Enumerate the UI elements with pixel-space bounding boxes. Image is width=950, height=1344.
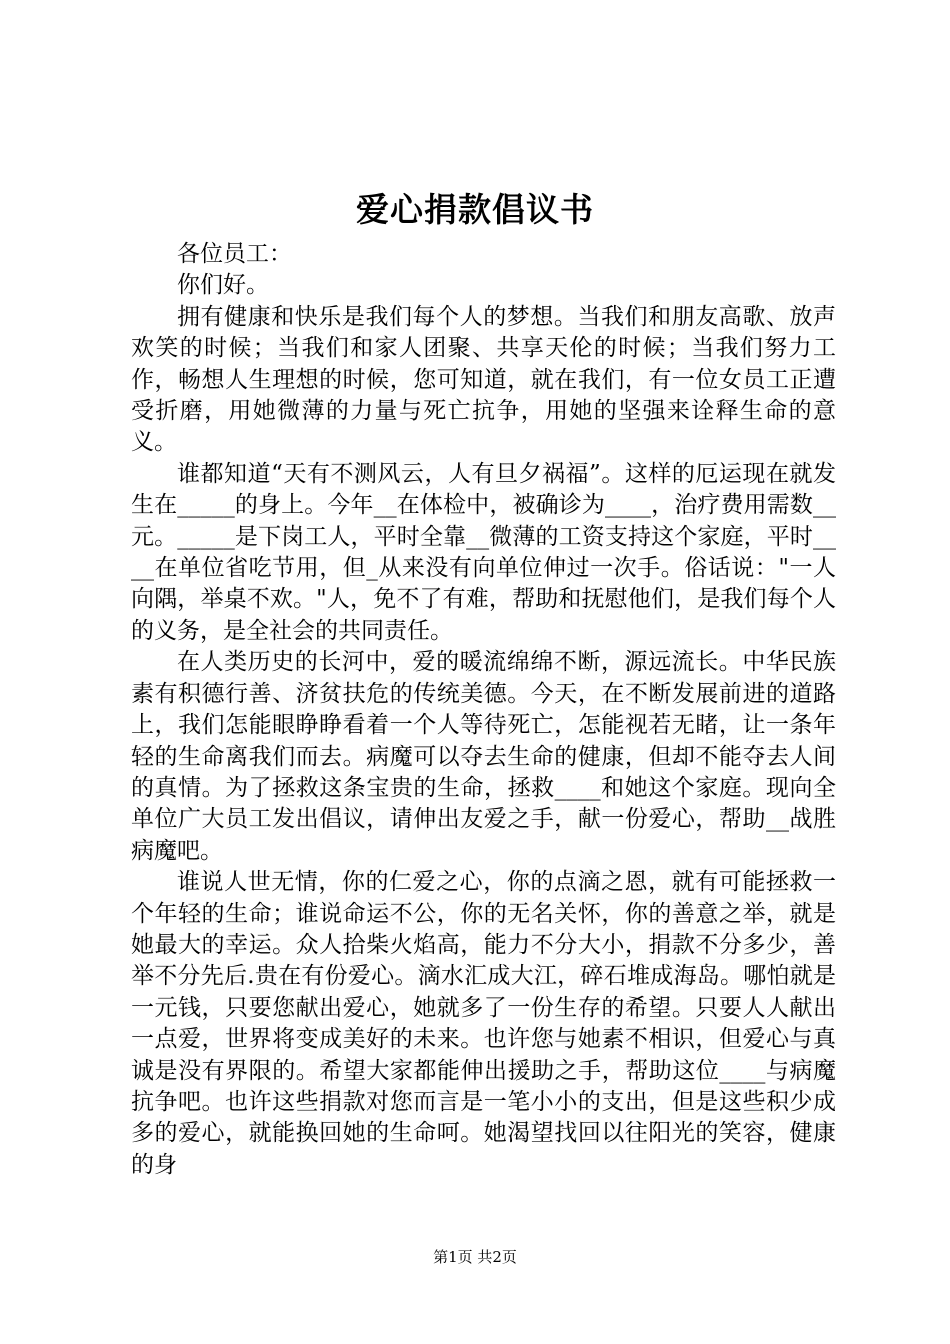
greeting: 你们好。: [177, 272, 269, 299]
salutation: 各位员工：: [177, 241, 292, 267]
body-paragraph: 谁都知道“天有不测风云，人有旦夕祸福”。这样的厄运现在就发生在_____的身上。今年__在体检中，被确诊为____，治疗费用需数__元。_____是下岗工人，平时全靠__微薄的工资支持这个家庭，平时____在单位省吃节用，但_从来没有向单位伸过一次手。俗话说："一人向隅，举桌不欢。"人，免不了有难，帮助和抚慰他们，是我们每个人的义务，是全社会的共同责任。: [131, 460, 837, 644]
document-title: 爱心捐款倡议书: [356, 190, 594, 229]
body-paragraph: 在人类历史的长河中，爱的暖流绵绵不断，源远流长。中华民族素有积德行善、济贫扶危的传统美德。今天，在不断发展前进的道路上，我们怎能眼睁睁看着一个人等待死亡，怎能视若无睹，让一条年轻的生命离我们而去。病魔可以夺去生命的健康，但却不能夺去人间的真情。为了拯救这条宝贵的生命，拯救____和她这个家庭。现向全单位广大员工发出倡议，请伸出友爱之手，献一份爱心，帮助__战胜病魔吧。: [131, 649, 836, 864]
document-body: [131, 239, 836, 1181]
page-footer: 第1页 共2页: [433, 1248, 517, 1266]
body-paragraph: 拥有健康和快乐是我们每个人的梦想。当我们和朋友高歌、放声欢笑的时候；当我们和家人团聚、共享天伦的时候；当我们努力工作，畅想人生理想的时候，您可知道，就在我们，有一位女员工正遭受折磨，用她微薄的力量与死亡抗争，用她的坚强来诠释生命的意义。: [131, 303, 836, 456]
body-paragraph: 谁说人世无情，你的仁爱之心，你的点滴之恩，就有可能拯救一个年轻的生命；谁说命运不公，你的无名关怀，你的善意之举，就是她最大的幸运。众人拾柴火焰高，能力不分大小，捐款不分多少，善举不分先后.贵在有份爱心。滴水汇成大江，碎石堆成海岛。哪怕就是一元钱，只要您献出爱心，她就多了一份生存的希望。只要人人献出一点爱，世界将变成美好的未来。也许您与她素不相识，但爱心与真诚是没有界限的。希望大家都能伸出援助之手，帮助这位____与病魔抗争吧。也许这些捐款对您而言是一笔小小的支出，但是这些积少成多的爱心，就能换回她的生命呵。她渴望找回以往阳光的笑容，健康的身: [131, 869, 836, 1178]
